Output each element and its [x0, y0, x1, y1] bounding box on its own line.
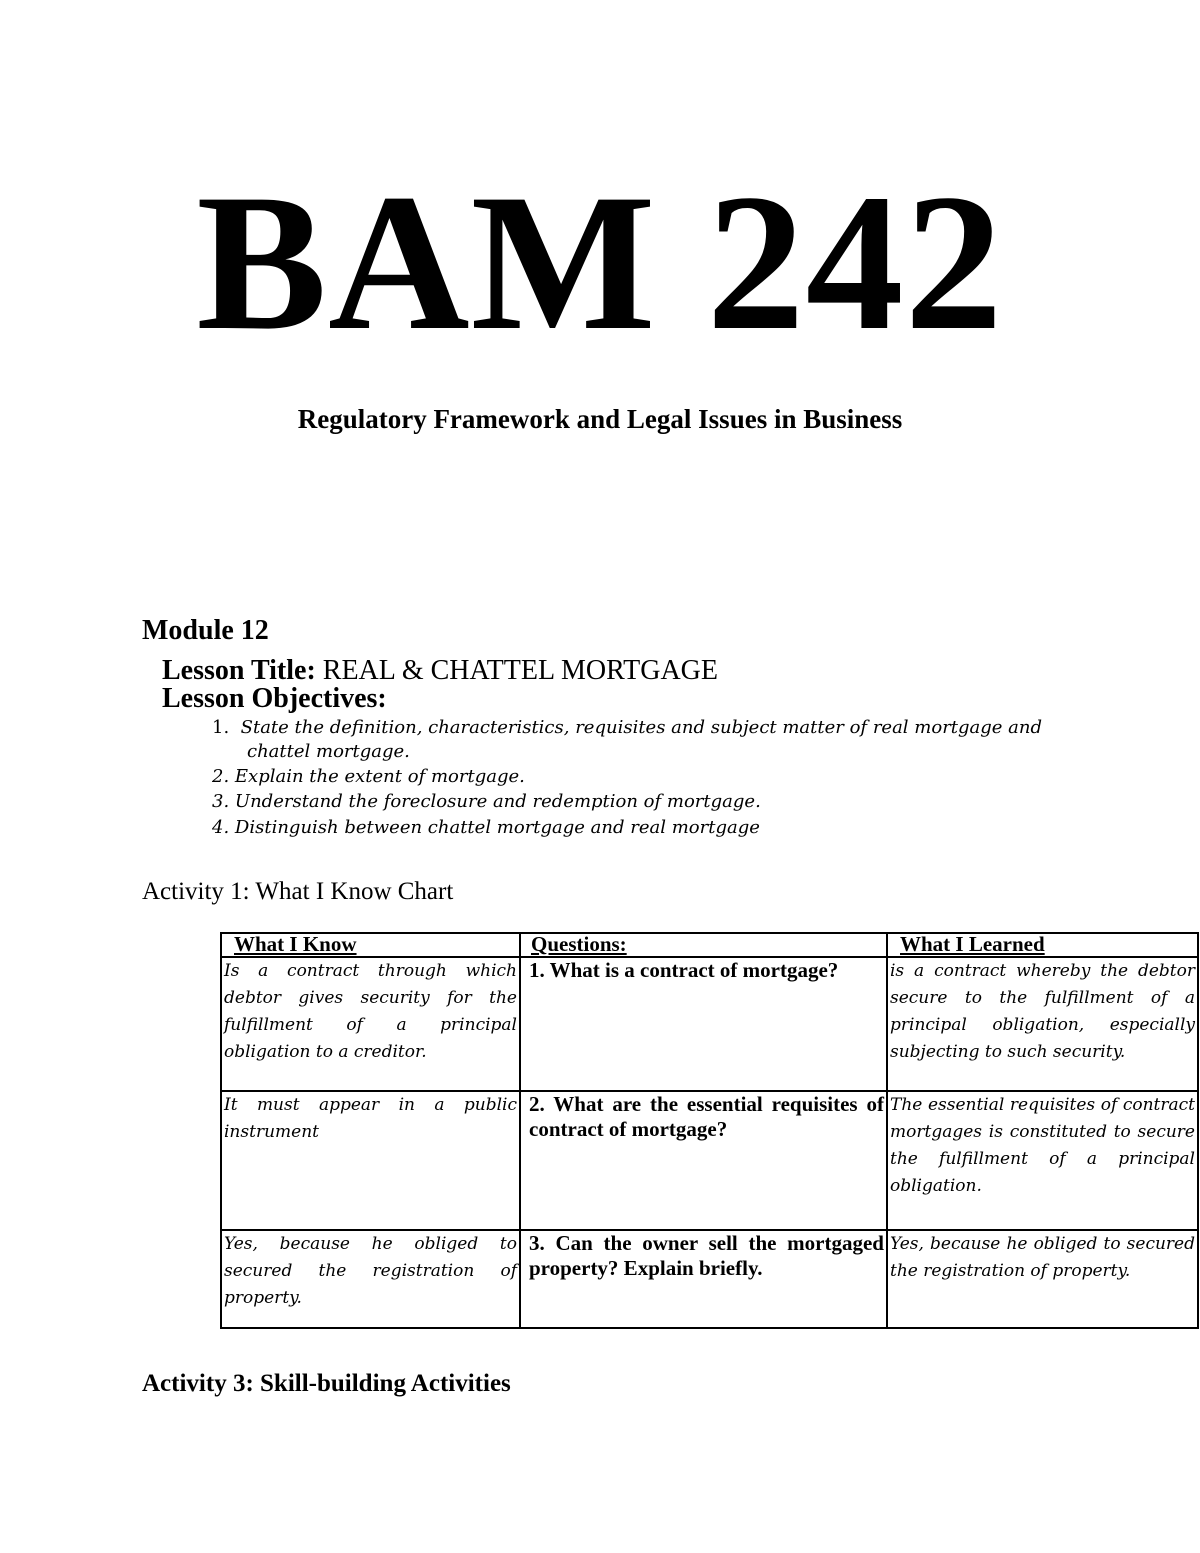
objective-item	[212, 790, 761, 814]
objective-item	[212, 716, 1042, 740]
lesson-title-value: REAL & CHATTEL MORTGAGE	[315, 655, 718, 686]
learned-cell: The essential requisites of contract mortgages is constituted to secure the fulfillment of a principal obligation.	[887, 1091, 1198, 1230]
know-cell: Yes, because he obliged to secured the registration of property.	[221, 1230, 520, 1328]
activity1-heading: Activity 1: What I Know Chart	[142, 878, 454, 905]
activity3-heading: Activity 3: Skill-building Activities	[142, 1370, 511, 1397]
objective-item	[212, 765, 525, 789]
lesson-title-label: Lesson Title:	[162, 655, 316, 686]
objective-number: 1.	[212, 717, 230, 738]
objective-text: Understand the foreclosure and redemption of mortgage.	[234, 791, 761, 812]
question-cell: 1. What is a contract of mortgage?	[520, 957, 887, 1091]
objective-text: State the definition, characteristics, requisites and subject matter of real mortgage and	[240, 717, 1043, 738]
know-cell: It must appear in a public instrument	[221, 1091, 520, 1230]
objective-text: Explain the extent of mortgage.	[234, 766, 525, 787]
header-what-i-know: What I Know	[221, 933, 520, 957]
question-cell: 2. What are the essential requisites of contract of mortgage?	[520, 1091, 887, 1230]
course-title: Regulatory Framework and Legal Issues in Business	[297, 404, 903, 434]
table-row	[221, 957, 1198, 1091]
module-heading: Module 12	[142, 615, 269, 646]
header-questions: Questions:	[520, 933, 887, 957]
table-header-row	[221, 933, 1198, 957]
know-cell: Is a contract through which debtor gives security for the fulfillment of a principal obligation to a creditor.	[221, 957, 520, 1091]
what-i-know-chart-table	[220, 932, 1199, 1329]
header-what-i-learned: What I Learned	[887, 933, 1198, 957]
table-row	[221, 1230, 1198, 1328]
learned-cell: is a contract whereby the debtor secure to the fulfillment of a principal obligation, especially subjecting to such security.	[887, 957, 1198, 1091]
objective-number: 2.	[212, 766, 230, 787]
objective-text: Distinguish between chattel mortgage and real mortgage	[234, 817, 760, 838]
learned-cell: Yes, because he obliged to secured the registration of property.	[887, 1230, 1198, 1328]
table-row	[221, 1091, 1198, 1230]
objective-number: 3.	[212, 791, 230, 812]
course-code-title: BAM 242	[196, 154, 1004, 371]
question-cell: 3. Can the owner sell the mortgaged property? Explain briefly.	[520, 1230, 887, 1328]
objectives-heading: Lesson Objectives:	[162, 683, 387, 714]
objective-number: 4.	[212, 817, 230, 838]
objective-item	[212, 816, 760, 840]
objective-item-continuation: chattel mortgage.	[247, 741, 410, 762]
